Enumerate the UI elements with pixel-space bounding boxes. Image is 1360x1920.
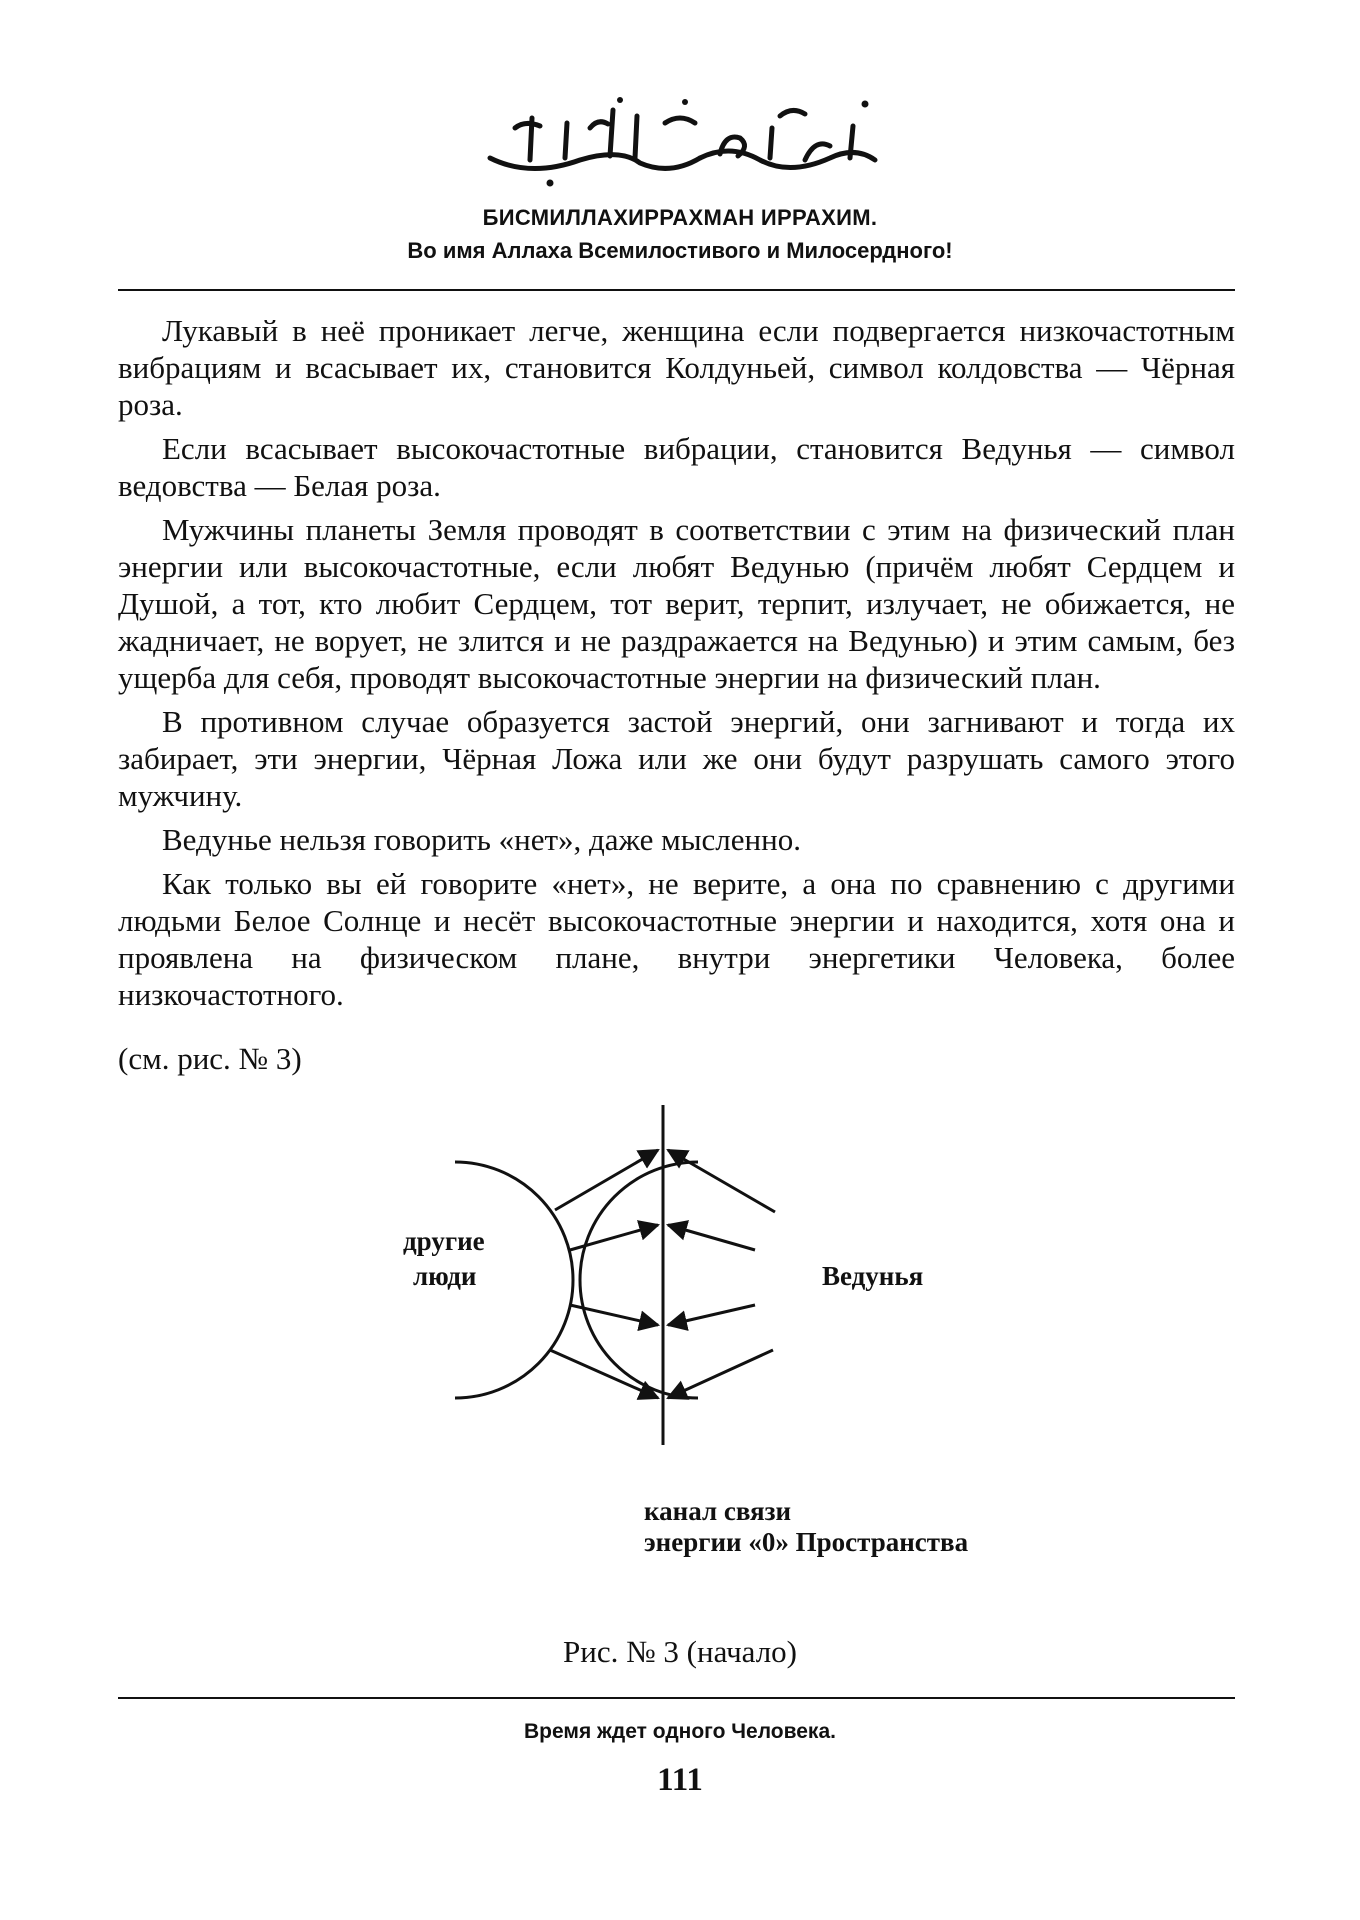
bismillah-calligraphy xyxy=(470,88,890,193)
top-divider xyxy=(118,289,1235,291)
left-label-line2: люди xyxy=(413,1261,477,1291)
body-text xyxy=(118,312,1235,1020)
page-number: 111 xyxy=(657,1762,703,1798)
bottom-label-line2: энергии «0» Пространства xyxy=(644,1527,969,1557)
footer-text: Время ждет одного Человека. xyxy=(524,1720,836,1743)
paragraph: В противном случае образуется застой энергий, они загнивают и тогда их забирает, эти энергии, Чёрная Ложа или же они будут разрушать самого этого мужчину. xyxy=(118,704,1235,813)
right-label: Ведунья xyxy=(822,1261,924,1291)
energy-channel-diagram xyxy=(380,1100,980,1540)
header-subtitle: Во имя Аллаха Всемилостивого и Милосердного! xyxy=(407,238,953,263)
bottom-label-line1: канал связи xyxy=(644,1496,792,1526)
figure-caption: Рис. № 3 (начало) xyxy=(562,1634,797,1669)
paragraph: Мужчины планеты Земля проводят в соответствии с этим на физический план энергии или высокочастотные, если любят Ведунью (причём любят Сердцем и Душой, а тот, кто любит Сердцем, тот верит, терпит, излучает, не обижается, не жадничает, не ворует, не злится и не раздражается на Ведунью) и этим самым, без ущерба для себя, проводят высокочастотные энергии на физический план. xyxy=(118,512,1235,695)
header-title: БИСМИЛЛАХИРРАХМАН ИРРАХИМ. xyxy=(482,205,878,230)
figure-reference: (см. рис. № 3) xyxy=(118,1041,302,1076)
left-label-line1: другие xyxy=(403,1226,485,1256)
paragraph: Ведунье нельзя говорить «нет», даже мысленно. xyxy=(162,822,801,857)
bottom-divider xyxy=(118,1697,1235,1699)
paragraph: Если всасывает высокочастотные вибрации, становится Ведунья — символ ведовства — Белая роза. xyxy=(118,431,1235,503)
paragraph: Лукавый в неё проникает легче, женщина если подвергается низкочастотным вибрациям и всасывает их, становится Колдуньей, символ колдовства — Чёрная роза. xyxy=(118,313,1235,422)
paragraph: Как только вы ей говорите «нет», не верите, а она по сравнению с другими людьми Белое Солнце и несёт высокочастотные энергии и находится, хотя она и проявлена на физическом плане, внутри энергетики Человека, более низкочастотного. xyxy=(118,866,1235,1012)
right-arc xyxy=(580,1162,698,1398)
